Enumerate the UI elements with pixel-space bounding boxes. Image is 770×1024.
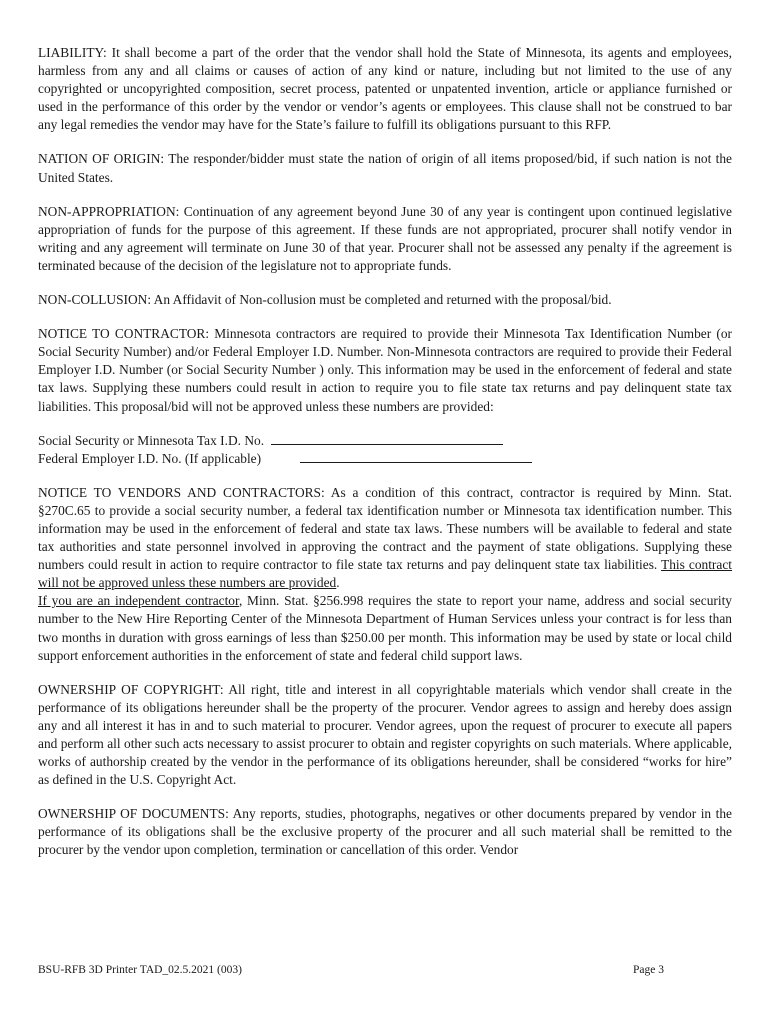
- nation-of-origin-paragraph: NATION OF ORIGIN: The responder/bidder must state the nation of origin of all items proposed/bid, if such nation is not the United States.: [38, 151, 732, 185]
- fein-field-label: Federal Employer I.D. No. (If applicable): [38, 450, 262, 466]
- document-page: [38, 44, 732, 876]
- notice-vendors-underlined: This contract will not be approved unless these numbers are provided: [38, 557, 732, 591]
- footer-page-number: Page 3: [633, 964, 664, 976]
- independent-contractor-paragraph: [38, 592, 732, 664]
- independent-contractor-text: , Minn. Stat. §256.998 requires the state to report your name, address and social security number to the New Hire Reporting Center of the Minnesota Department of Human Services unless your contract is for less than two months in duration with gross earnings of less than $250.00 per month. This information may be used by state or local child support enforcement authorities in the enforcement of state and federal child support laws.: [38, 593, 732, 663]
- notice-vendors-end: .: [336, 575, 340, 591]
- ownership-copyright-paragraph: OWNERSHIP OF COPYRIGHT: All right, title and interest in all copyrightable materials which vendor shall create in the performance of its obligations hereunder shall be the property of the procurer. Vendor agrees to assign and hereby does assign any and all interest it has in and to such material to procurer. Vendor agrees, upon the request of procurer to execute all papers and perform all other such acts necessary to assist procurer to obtain and register copyrights on such materials. Where applicable, works of authorship created by the vendor in the performance of its obligations hereunder, shall be considered “works for hire” as defined in the U.S. Copyright Act.: [38, 681, 732, 788]
- liability-paragraph: LIABILITY: It shall become a part of the order that the vendor shall hold the State of Minnesota, its agents and employees, harmless from any and all claims or causes of action of any kind or nature, including but not limited to the use of any copyrighted or uncopyrighted composition, secret process, patented or unpatented invention, article or appliance furnished or used in the performance of this order by the vendor or vendor’s agents or employees. This clause shall not be construed to bar any legal remedies the vendor may have for the State’s failure to fulfill its obligations pursuant to this RFP.: [38, 45, 732, 133]
- fein-field-row: [38, 450, 732, 468]
- ssn-field-label: Social Security or Minnesota Tax I.D. No.: [38, 432, 265, 448]
- footer-document-id: BSU-RFB 3D Printer TAD_02.5.2021 (003): [38, 964, 242, 976]
- page-footer: [38, 963, 664, 977]
- tax-id-fields: [38, 432, 732, 468]
- ssn-field-row: [38, 432, 732, 450]
- notice-to-contractor-paragraph: NOTICE TO CONTRACTOR: Minnesota contractors are required to provide their Minnesota Tax Identification Number (or Social Security Number) and/or Federal Employer I.D. Number. Non-Minnesota contractors are required to provide their Federal Employer I.D. Number (or Social Security Number ) only. This information may be used in the enforcement of federal and state tax laws. Supplying these numbers could result in action to require you to file state tax returns and pay delinquent state tax liabilities. This proposal/bid will not be approved unless these numbers are provided:: [38, 326, 732, 414]
- non-appropriation-paragraph: NON-APPROPRIATION: Continuation of any agreement beyond June 30 of any year is contingent upon continued legislative appropriation of funds for the purpose of this agreement. If these funds are not appropriated, procurer shall notify vendor in writing and any agreement will terminate on June 30 of that year. Procurer shall not be assessed any penalty if the agreement is terminated because of the decision of the legislature not to appropriate funds.: [38, 203, 732, 273]
- independent-contractor-underlined: If you are an independent contractor: [38, 593, 239, 609]
- notice-vendors-text: NOTICE TO VENDORS AND CONTRACTORS: As a condition of this contract, contractor is required by Minn. Stat. §270C.65 to provide a social security number, a federal tax identification number or Minnesota tax identification number. This information may be used in the enforcement of federal and state tax laws. These numbers will be available to federal and state tax authorities and state personnel involved in approving the contract and the payment of state obligations. Supplying these numbers could result in action to require contractor to file state tax returns and pay delinquent state tax liabilities.: [38, 484, 732, 573]
- fein-blank-line[interactable]: [300, 450, 532, 463]
- ownership-documents-paragraph: OWNERSHIP OF DOCUMENTS: Any reports, studies, photographs, negatives or other documents prepared by vendor in the performance of its obligations shall be the exclusive property of the procurer and all such material shall be remitted to the procurer by the vendor upon completion, termination or cancellation of this order. Vendor: [38, 806, 732, 858]
- non-collusion-paragraph: NON-COLLUSION: An Affidavit of Non-collusion must be completed and returned with the proposal/bid.: [38, 292, 612, 308]
- notice-to-vendors-paragraph: [38, 484, 732, 593]
- ssn-blank-line[interactable]: [271, 432, 503, 445]
